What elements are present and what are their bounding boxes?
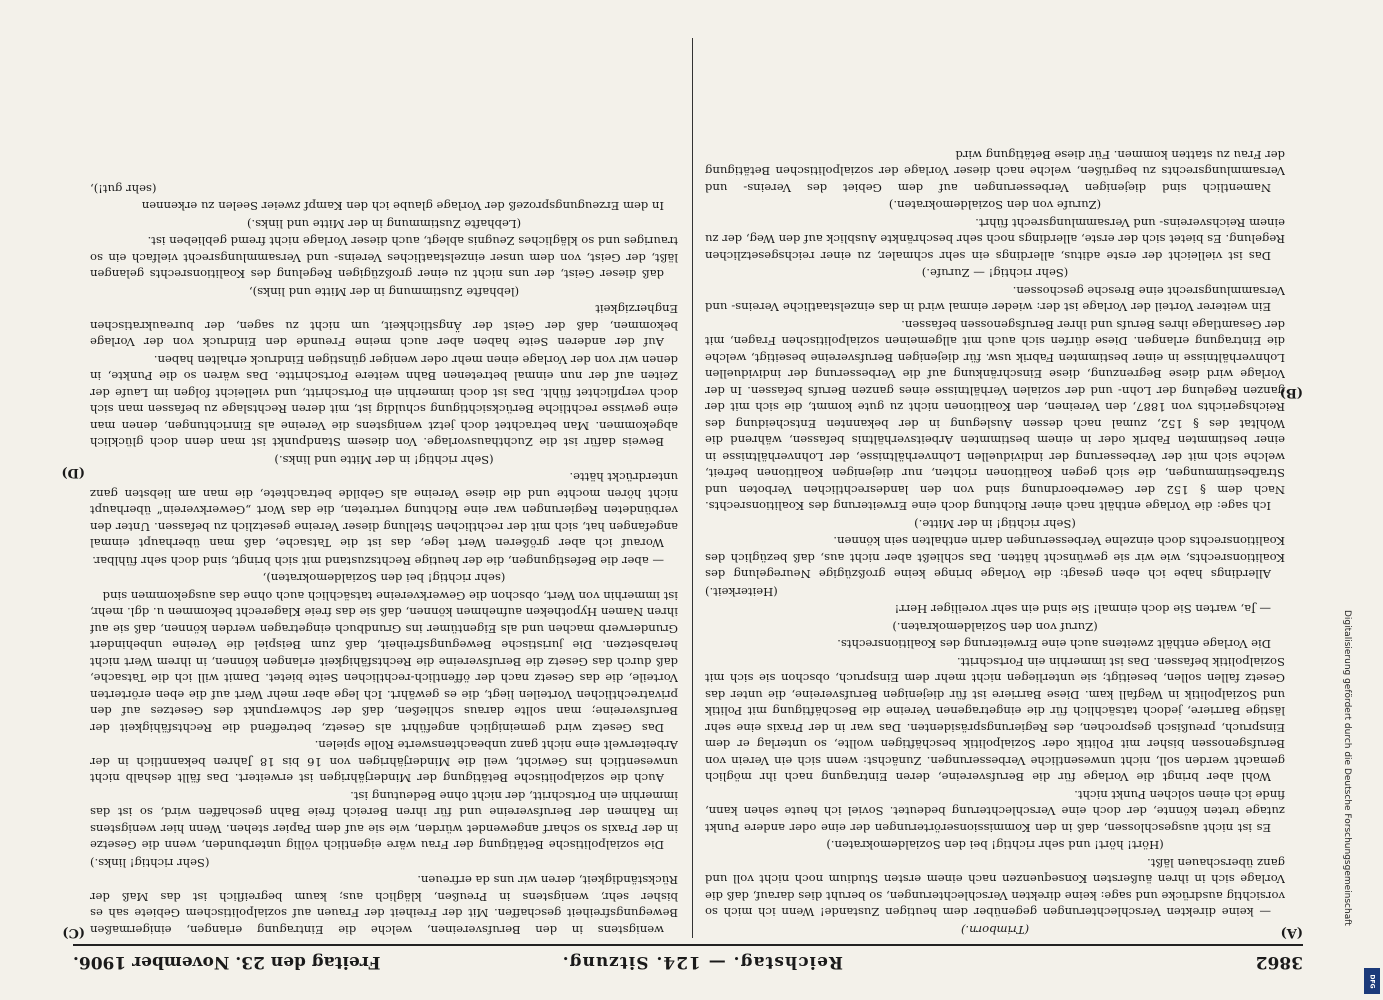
stage-direction: (sehr gut!), <box>90 182 157 196</box>
paragraph: — keine direkten Verschlechterungen gegenüber dem heutigen Zustande! Wenn ich mich so vorsichtig ausdrücke und sage: keine direkten Verschlechterungen, so beruht dies darauf, daß die Vorlage sich in ihren äußersten Konsequenzen nach einem ersten Studium noch nicht voll und ganz überschauen läßt. <box>705 856 1285 920</box>
page-header <box>73 944 1303 974</box>
paragraph: Namentlich sind diejenigen Verbesserungen auf dem Gebiet des Vereins- und Versammlungsrechts zu begrüßen, welche nach dieser Vorlage der sozialpolitischen Betätigung der Frau zu statten kommen. Für diese Betätigung wird <box>705 148 1285 195</box>
paragraph: Beweis dafür ist die Zuchthausvorlage. Von diesem Standpunkt ist man denn doch glücklich abgekommen. Man betrachtet doch jetzt wenigstens die Vereine als Einrichtungen, denen man eine gewisse rechtliche Berücksichtigung schuldig ist, mit deren Rechtslage zu befassen man sich doch verpflichtet fühlt. Das ist doch immerhin ein Fortschritt, und vielleicht folgen im Laufe der Zeiten auf der nun einmal betretenen Bahn weitere Fortschritte. Das wären so die Punkte, in denen wir von der Vorlage einen mehr oder weniger günstigen Eindruck erhalten haben. <box>90 353 678 450</box>
paragraph: In dem Erzeugungsprozeß der Vorlage glaube ich den Kampf zweier Seelen zu erkennen <box>141 199 664 214</box>
paragraph: Es ist nicht ausgeschlossen, daß in den Kommissionserörterungen der eine oder andere Punkt zutage treten könnte, der doch eine Verschlechterung bedeutet. Soviel ich heute sehen kann, finde ich einen solchen Punkt nicht. <box>705 788 1285 835</box>
margin-letter-d: (D) <box>61 465 85 480</box>
session-title: Reichstag. — 124. Sitzung. <box>561 952 843 972</box>
margin-letter-a: (A) <box>1280 925 1303 940</box>
paragraph: Allerdings habe ich eben gesagt: die Vorlage bringe keine großzügige Neuregelung des Koalitionsrechts, wie wir sie gewünscht hätten. Das schließt aber nicht aus, daß bezüglich des Koalitionsrechts doch einzelne Verbesserungen darin enthalten sein können. <box>705 534 1285 582</box>
paragraph: Das ist vielleicht der erste aditus, allerdings ein sehr schmaler, zu einer reichsgesetzlichen Regelung. Es bietet sich der erste, allerdings noch sehr beschränkte Ausblick auf den Weg, der zu einem Reichsvereins- und Versammlungsrecht führt. <box>705 216 1285 263</box>
stage-direction: (sehr richtig! bei den Sozialdemokraten), <box>262 571 506 586</box>
stage-direction: (Zurufe von den Sozialdemokraten.) <box>888 198 1102 213</box>
paragraph: — Ja, warten Sie doch einmal! Sie sind ein sehr voreiliger Herr! <box>894 602 1271 617</box>
column-divider <box>692 38 693 938</box>
stage-direction: (Sehr richtig! links.) <box>90 856 210 870</box>
stage-direction: (Sehr richtig! in der Mitte.) <box>914 517 1076 531</box>
stage-direction: (Hört! hört! und sehr richtig! bei den Sozialdemokraten.) <box>826 838 1164 853</box>
margin-letter-c: (C) <box>62 925 85 940</box>
session-date: Freitag den 23. November 1906. <box>73 952 381 972</box>
funding-note: Digitalisierung gefördert durch die Deutsche Forschungsgemeinschaft <box>1342 610 1352 926</box>
stage-direction: (Sehr richtig! in der Mitte und links.) <box>274 453 494 467</box>
paragraph: Auf der anderen Seite haben aber auch meine Freunde den Eindruck von der Vorlage bekommen, daß der Geist der Ängstlichkeit, um nicht zu sagen, der bureaukratischen Engherzigkeit <box>90 302 678 350</box>
stage-direction: (Heiterkeit.) <box>705 585 778 599</box>
speaker-name: (Trimborn.) <box>960 923 1030 937</box>
paragraph: Wohl aber bringt die Vorlage für die Berufsvereine, deren Eintragung nach ihr möglich gemacht werden soll, nicht unwesentliche Verbesserungen. Zunächst: wenn sich ein Verein von Berufsgenossen bisher mit Politik oder Sozialpolitik beschäftigen wollte, so unterlag er dem Einspruch, preußisch gesprochen, des Regierungspräsidenten. Das war in der Praxis eine sehr lästige Barriere, jedoch tatsächlich für die eingetragenen Vereine die Beschäftigung mit Politik und Sozialpolitik in Wegfall kam. Diese Barriere ist für diejenigen Berufsvereine, die unter das Gesetz fallen sollen, beseitigt; sie unterliegen nicht mehr dem Einspruch, obschon sie sich mit Sozialpolitik befassen. Das ist immerhin ein Fortschritt. <box>705 655 1285 785</box>
paragraph: Worauf ich aber größeren Wert lege, das ist die Tatsache, daß man überhaupt einmal angefangen hat, sich mit der rechtlichen Stellung dieser Vereine gesetzlich zu befassen. Unter den verbündeten Regierungen war eine Richtung vertreten, die das Wort „Gewerkverein“ überhaupt nicht hören mochte und die diese Vereine als Gebilde betrachtete, die man am liebsten ganz unterdrückt hätte. <box>90 470 678 551</box>
paragraph: daß dieser Geist, der uns nicht zu einer großzügigen Regelung des Koalitionsrechts gelangen läßt, der Geist, von dem unser einzelstaatliches Vereins- und Versammlungsrecht vielfach ein so trauriges und so klägliches Zeugnis ablegt, auch dieser Vorlage nicht fremd geblieben ist. <box>90 234 678 282</box>
stage-direction: (lebhafte Zustimmung in der Mitte und links), <box>248 285 520 299</box>
margin-letter-b: (B) <box>1279 385 1303 400</box>
paragraph: wenigstens in den Berufsvereinen, welche die Eintragung erlangen, einigermaßen Bewegungsfreiheit geschaffen. Mit der Freiheit der Frauen auf sozialpolitischem Gebiete sah es bisher sehr, wenigstens in Preußen, kläglich aus; kaum begreiflich ist das Maß der Rückständigkeit, deren wir uns da erfreuen. <box>90 873 678 937</box>
left-text-column <box>705 28 1285 938</box>
dfg-logo-text: DFG <box>1368 973 1376 989</box>
paragraph: Die Vorlage enthält zweitens auch eine Erweiterung des Koalitionsrechts. <box>837 637 1271 652</box>
paragraph: — aber die Befestigungen, die der heutige Rechtszustand mit sich bringt, sind doch sehr fühlbar. <box>92 554 664 568</box>
stage-direction: (Zuruf von den Sozialdemokraten.) <box>892 620 1098 634</box>
stage-direction: (Lebhafte Zustimmung in der Mitte und links.) <box>246 217 522 231</box>
paragraph: Auch die sozialpolitische Betätigung der Minderjährigen ist erweitert. Das fällt deshalb nicht unwesentlich ins Gewicht, weil die Minderjährigen von 16 bis 18 Jahren bekanntlich in der Arbeiterwelt eine nicht ganz unbeachtenswerte Rolle spielen. <box>90 738 678 786</box>
paragraph: Das Gesetz wird gemeiniglich angeführt als Gesetz, betreffend die Rechtsfähigkeit der Berufsvereine; man sollte daraus schließen, daß der Schwerpunkt des Gesetzes auf den privatrechtlichen Vorteilen liegt, die es gewährt. Ich lege aber mehr Wert auf die eben erörterten Vorteile, die das Gesetz nach der öffentlich-rechtlichen Seite bietet. Damit will ich die Tatsache, daß durch das Gesetz die Berufsvereine die Rechtsfähigkeit erlangen können, in ihrem Wert nicht herabsetzen. Die juristische Bewegungsfreiheit, daß zum Beispiel die Vereine unbehindert Grunderwerb machen und als Eigentümer ins Grundbuch eingetragen werden können, daß sie auf ihren Namen Hypotheken aufnehmen können, daß sie das freie Klagerecht bekommen u. dgl. mehr, ist immerhin von Wert, obschon die Gewerkvereine tatsächlich auch ohne das ausgekommen sind <box>90 589 678 735</box>
paragraph: Ich sage: die Vorlage enthält nach einer Richtung doch eine Erweiterung des Koalitionsrechts. Nach dem § 152 der Gewerbeordnung sind von den landesrechtlichen Verboten und Strafbestimmungen, die sich gegen Koalitionen richten, nur diejenigen Koalitionen befreit, welche sich mit der Verbesserung der individuellen Lohnverhältnisse, der Lohnverhältnisse in einer bestimmten Fabrik oder in einem bestimmten Arbeitsverhältnis befassen, während die Wohltat des § 152, zumal nach dessen Auslegung in der bekannten Entscheidung des Reichsgerichts von 1887, den Vereinen, den Koalitionen nicht zu gute kommt, die sich mit der ganzen Regelung der Lohn- und der sozialen Verhältnisse eines ganzen Berufs befassen. In der Vorlage wird diese Begrenzung, diese Einschränkung auf die Verbesserung der individuellen Lohnverhältnisse in einer bestimmten Fabrik usw. für diejenigen Berufsvereine beseitigt, welche die Eintragung erlangen. Diese dürfen sich auch mit allgemeinen sozialpolitischen Fragen, mit der Gesamtlage ihres Berufs und ihrer Berufsgenossen befassen. <box>705 318 1285 514</box>
stage-direction: (Sehr richtig! — Zurufe.) <box>921 266 1069 281</box>
right-text-column <box>90 28 678 938</box>
paragraph: Ein weiterer Vorteil der Vorlage ist der: wieder einmal wird in das einzelstaatliche Vereins- und Versammlungsrecht eine Bresche geschossen. <box>705 284 1285 315</box>
page-number: 3862 <box>1255 952 1303 972</box>
paragraph: Die sozialpolitische Betätigung der Frau wäre eigentlich völlig unterbunden, wenn die Gesetze in der Praxis so scharf angewendet würden, wie sie auf dem Papier stehen. Wenn hier wenigstens im Rahmen der Berufsvereine und für ihren Bereich freie Bahn geschaffen wird, so ist das immerhin ein Fortschritt, der nicht ohne Bedeutung ist. <box>90 789 678 853</box>
